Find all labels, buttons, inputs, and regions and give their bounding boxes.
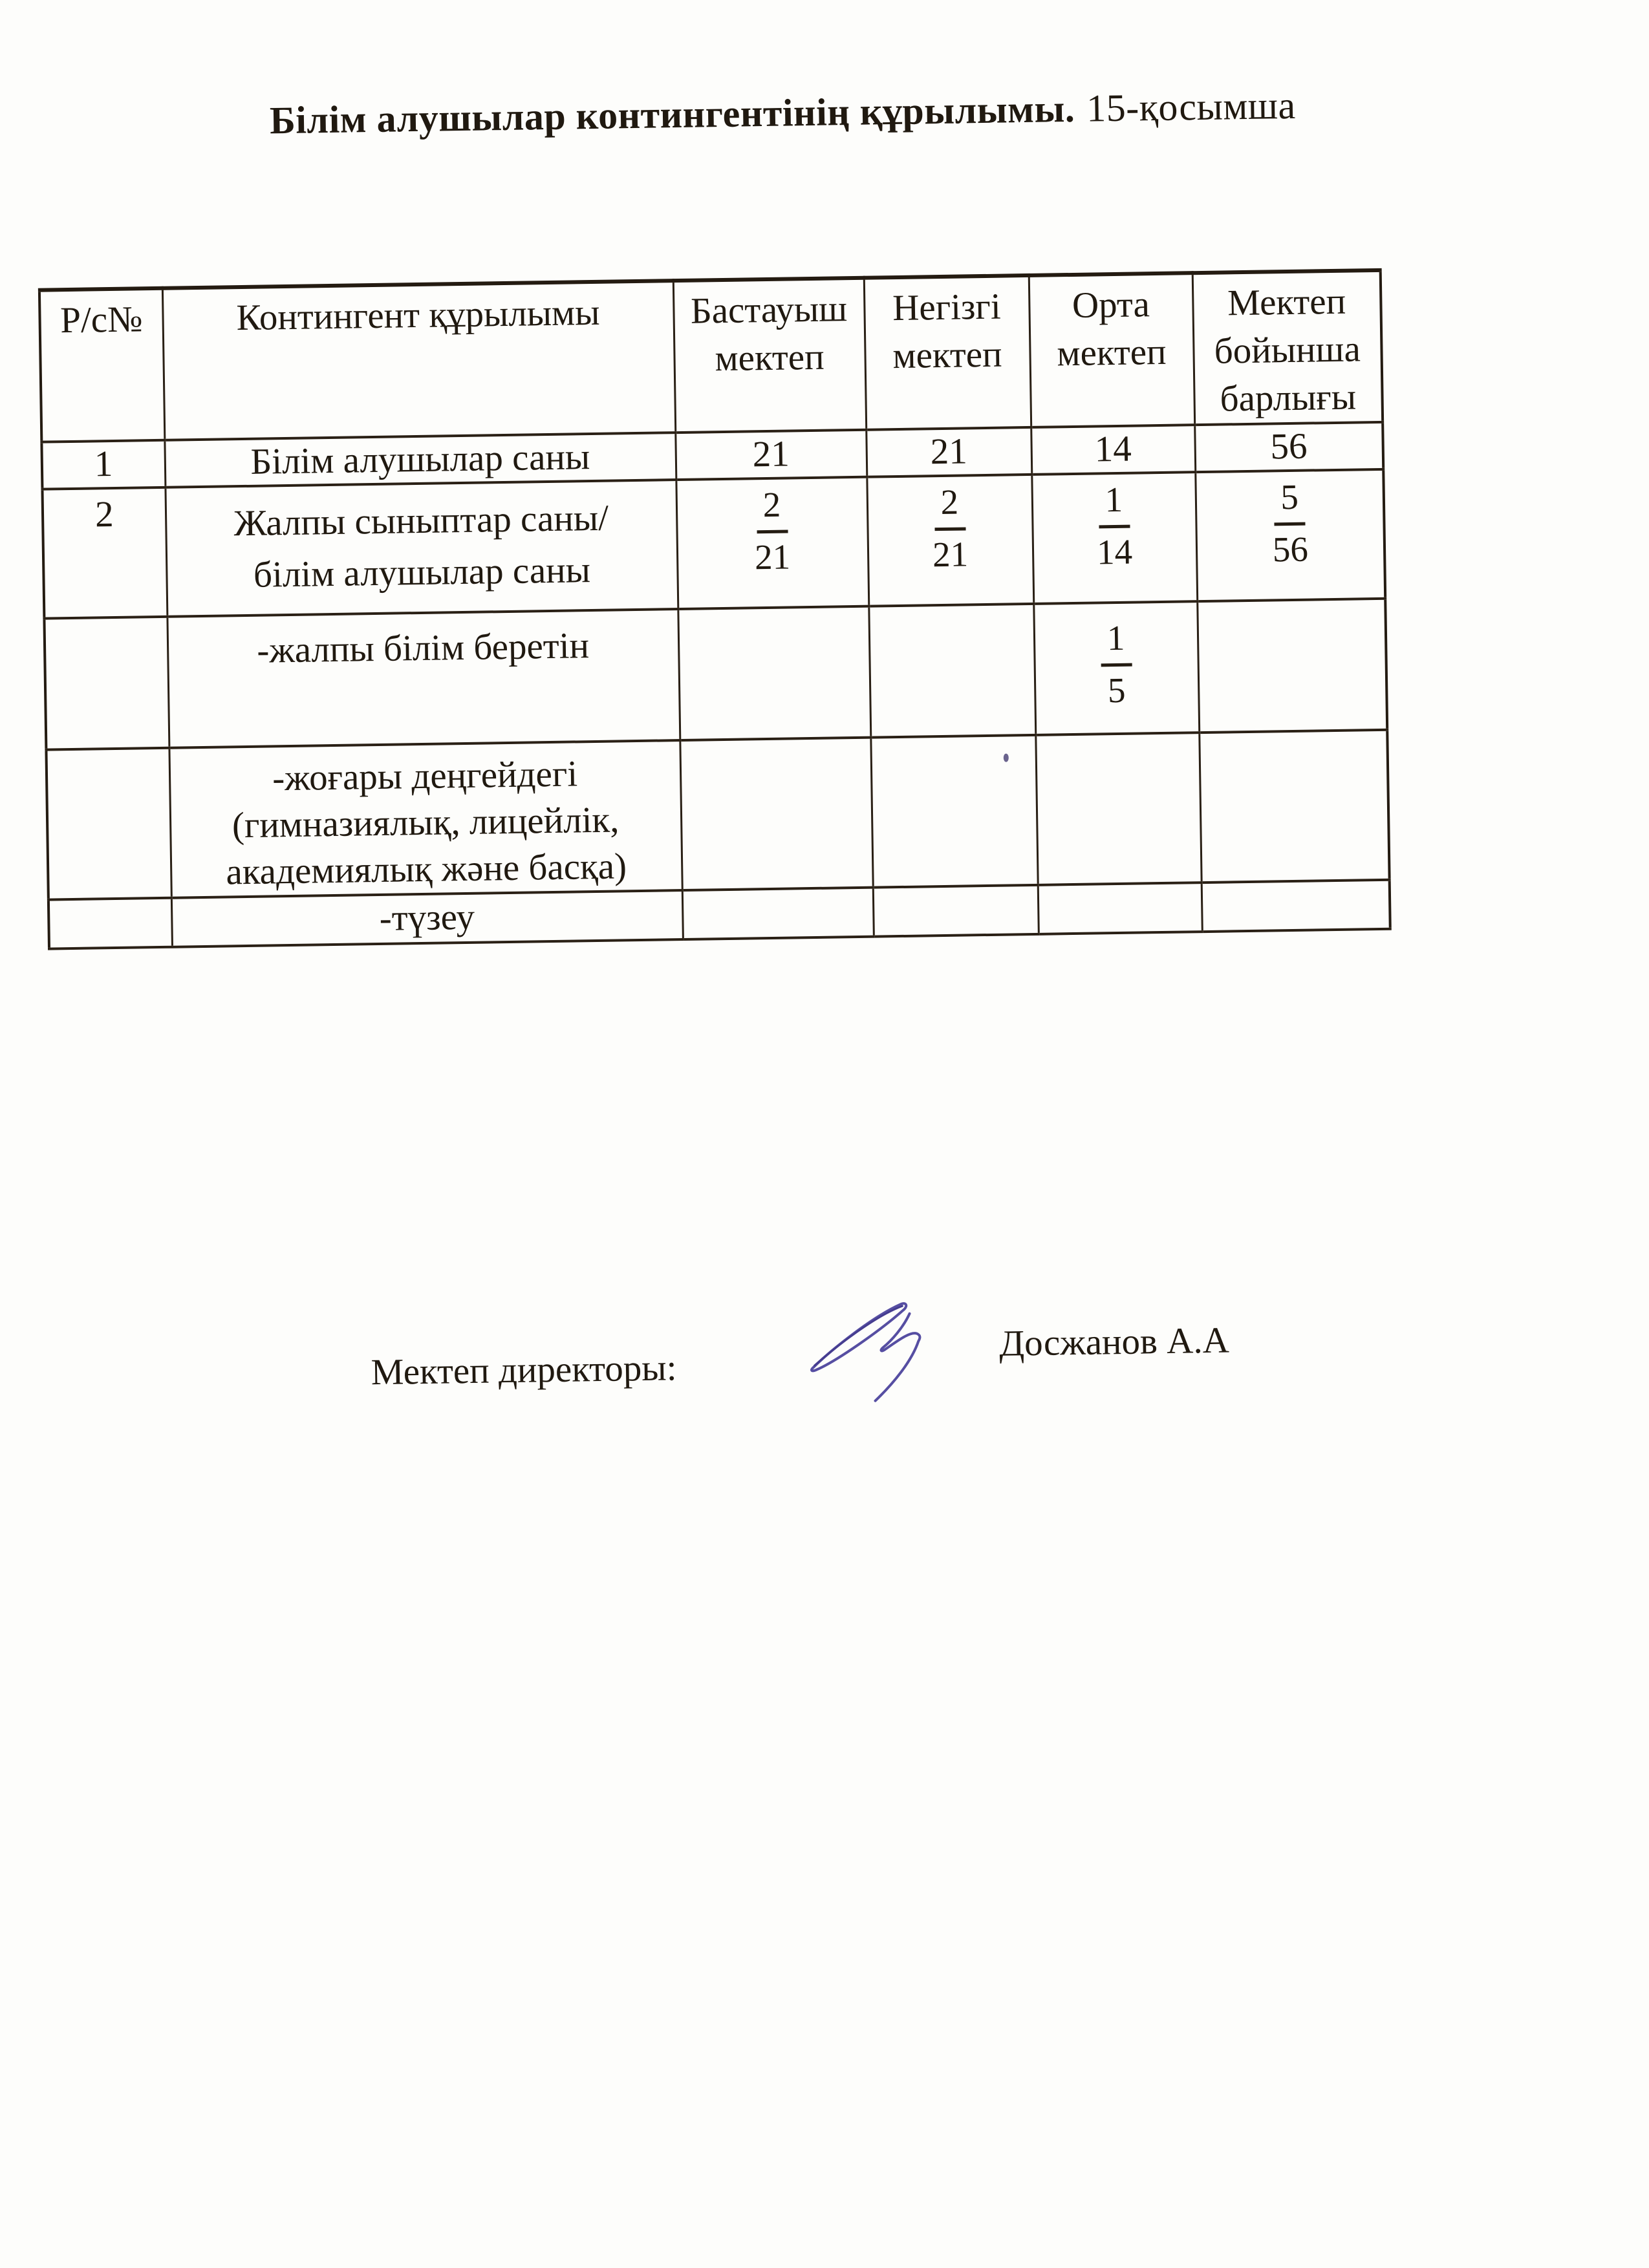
fraction-numerator: 2 <box>762 484 781 525</box>
signature-name: Досжанов А.А <box>998 1320 1230 1364</box>
document-title <box>270 83 1297 144</box>
fraction-numerator: 5 <box>1280 476 1299 517</box>
empty-cell <box>1202 880 1390 932</box>
fraction-cell-basic <box>867 475 1033 606</box>
fraction-denominator: 14 <box>1096 531 1133 572</box>
header-secondary-school: Орта мектеп <box>1029 273 1194 427</box>
fraction-bar <box>934 527 965 531</box>
fraction <box>1271 478 1308 569</box>
fraction-denominator: 5 <box>1107 670 1126 711</box>
table-row <box>42 469 1385 619</box>
scan-speck <box>1004 754 1009 762</box>
fraction-denominator: 21 <box>932 534 969 575</box>
empty-cell <box>1038 883 1202 934</box>
table-row <box>44 599 1387 750</box>
row-number-cell: 2 <box>42 487 167 619</box>
fraction <box>1100 619 1132 710</box>
empty-cell <box>873 885 1039 937</box>
fraction-numerator: 1 <box>1106 617 1125 658</box>
row-label-line: білім алушылар саны <box>253 550 591 595</box>
empty-cell <box>682 888 874 939</box>
fraction-cell-total <box>1195 469 1385 601</box>
row-label-cell: -жалпы білім беретін <box>167 609 680 748</box>
fraction-numerator: 1 <box>1105 479 1123 520</box>
empty-cell <box>870 735 1037 888</box>
fraction-bar <box>1101 663 1132 667</box>
row-label-cell: -түзеу <box>171 890 683 947</box>
handwritten-signature <box>807 1299 932 1411</box>
fraction-bar <box>1275 522 1306 526</box>
value-cell-total: 56 <box>1194 422 1383 472</box>
contingent-structure-table <box>38 268 1392 950</box>
empty-cell <box>1197 599 1387 733</box>
value-cell-basic: 21 <box>866 427 1031 477</box>
header-school-total: Мектеп бойынша барлығы <box>1192 270 1383 425</box>
header-primary-school: Бастауыш мектеп <box>673 278 866 433</box>
fraction <box>1095 481 1132 572</box>
header-contingent-structure: Контингент құрылымы <box>162 281 675 440</box>
row-number-cell-empty <box>48 898 172 949</box>
fraction-cell-secondary <box>1031 472 1197 604</box>
row-label-cell <box>165 480 678 617</box>
row-number-cell-empty <box>46 748 171 900</box>
empty-cell <box>1199 730 1389 883</box>
title-appendix-number: 15-қосымша <box>1086 83 1297 130</box>
row-label-cell <box>169 740 682 898</box>
fraction-cell-secondary <box>1033 601 1199 735</box>
table-row <box>46 730 1389 900</box>
fraction-bar <box>757 530 788 534</box>
table-header-row <box>39 270 1383 442</box>
header-basic-school: Негізгі мектеп <box>864 275 1031 430</box>
fraction <box>931 483 968 573</box>
row-label-two-lines <box>166 485 676 603</box>
header-row-number: Р/с№ <box>39 288 164 442</box>
row-label-line: академиялық және басқа) <box>226 846 627 893</box>
row-number-cell-empty <box>44 617 169 750</box>
fraction-bar <box>1099 525 1130 529</box>
fraction-cell-primary <box>676 477 868 609</box>
row-number-cell: 1 <box>41 440 165 489</box>
empty-cell <box>868 604 1035 738</box>
value-cell-secondary: 14 <box>1031 425 1195 475</box>
empty-cell <box>678 606 870 740</box>
fraction-denominator: 21 <box>754 537 791 577</box>
row-label-line: (гимназиялық, лицейлік, <box>232 799 620 846</box>
title-main: Білім алушылар контингентінің құрылымы. <box>269 87 1075 142</box>
fraction <box>754 486 791 576</box>
row-label-cell: Білім алушылар саны <box>164 433 676 487</box>
fraction-denominator: 56 <box>1272 529 1309 570</box>
row-label-line: Жалпы сыныптар саны/ <box>233 497 609 544</box>
signature-label: Мектеп директоры: <box>371 1347 677 1393</box>
row-label-line: -жоғары деңгейдегі <box>272 753 578 799</box>
empty-cell <box>1035 733 1201 885</box>
empty-cell <box>680 738 872 890</box>
value-cell-primary: 21 <box>675 430 867 480</box>
fraction-numerator: 2 <box>940 482 959 522</box>
